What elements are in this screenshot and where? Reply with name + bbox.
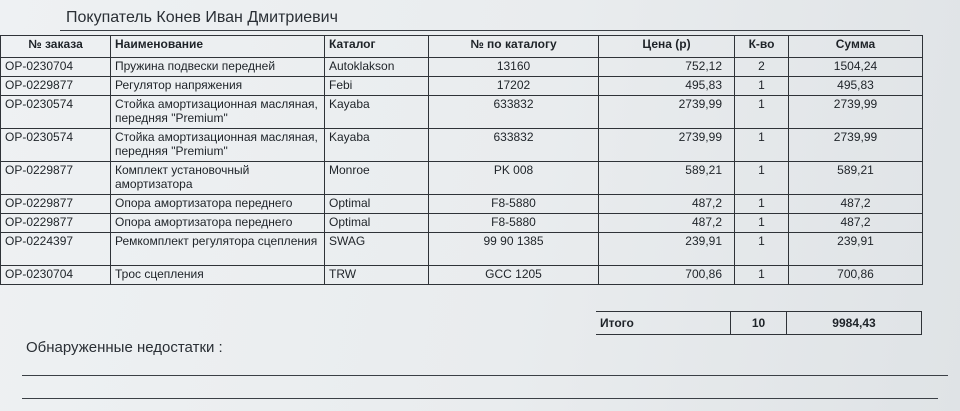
price: 487,2 [599, 214, 735, 233]
order-number: OP-0230704 [1, 58, 111, 77]
price: 239,91 [599, 233, 735, 266]
table-row [1, 233, 923, 266]
order-number: OP-0229877 [1, 77, 111, 96]
order-number: OP-0229877 [1, 214, 111, 233]
totals-row [596, 312, 922, 335]
table-row [1, 214, 923, 233]
price: 495,83 [599, 77, 735, 96]
quantity: 2 [735, 58, 789, 77]
catalog-name: Monroe [325, 162, 429, 195]
catalog-number: PK 008 [429, 162, 599, 195]
header-qty: К-во [735, 36, 789, 58]
quantity: 1 [735, 195, 789, 214]
catalog-number: 13160 [429, 58, 599, 77]
item-name: Стойка амортизационная масляная, передняя "Premium" [111, 96, 325, 129]
header-catalog-no: № по каталогу [429, 36, 599, 58]
table-row [1, 195, 923, 214]
item-name: Трос сцепления [111, 266, 325, 285]
header-catalog: Каталог [325, 36, 429, 58]
quantity: 1 [735, 162, 789, 195]
price: 700,86 [599, 266, 735, 285]
line-sum: 2739,99 [789, 129, 923, 162]
defects-line-2 [22, 398, 938, 399]
header-name: Наименование [111, 36, 325, 58]
order-number: OP-0229877 [1, 162, 111, 195]
buyer-name: Покупатель Конев Иван Дмитриевич [66, 9, 338, 26]
header-row [1, 36, 923, 58]
price: 2739,99 [599, 96, 735, 129]
catalog-number: 99 90 1385 [429, 233, 599, 266]
order-table [0, 35, 923, 285]
item-name: Регулятор напряжения [111, 77, 325, 96]
line-sum: 2739,99 [789, 96, 923, 129]
catalog-name: Autoklakson [325, 58, 429, 77]
catalog-name: Optimal [325, 195, 429, 214]
table-row [1, 77, 923, 96]
item-name: Опора амортизатора переднего [111, 214, 325, 233]
line-sum: 239,91 [789, 233, 923, 266]
quantity: 1 [735, 233, 789, 266]
buyer-underline [60, 30, 910, 31]
catalog-number: 17202 [429, 77, 599, 96]
item-name: Стойка амортизационная масляная, передняя "Premium" [111, 129, 325, 162]
item-name: Пружина подвески передней [111, 58, 325, 77]
catalog-name: TRW [325, 266, 429, 285]
price: 487,2 [599, 195, 735, 214]
line-sum: 495,83 [789, 77, 923, 96]
line-sum: 589,21 [789, 162, 923, 195]
table-row [1, 162, 923, 195]
quantity: 1 [735, 96, 789, 129]
catalog-number: F8-5880 [429, 214, 599, 233]
order-number: OP-0224397 [1, 233, 111, 266]
order-number: OP-0230574 [1, 96, 111, 129]
catalog-name: SWAG [325, 233, 429, 266]
quantity: 1 [735, 266, 789, 285]
line-sum: 487,2 [789, 214, 923, 233]
line-sum: 487,2 [789, 195, 923, 214]
item-name: Комплект установочный амортизатора [111, 162, 325, 195]
line-sum: 700,86 [789, 266, 923, 285]
quantity: 1 [735, 77, 789, 96]
totals-table [596, 311, 922, 335]
header-order: № заказа [1, 36, 111, 58]
catalog-name: Kayaba [325, 96, 429, 129]
order-number: OP-0230574 [1, 129, 111, 162]
order-number: OP-0229877 [1, 195, 111, 214]
totals-sum: 9984,43 [787, 312, 922, 335]
table-row [1, 266, 923, 285]
price: 589,21 [599, 162, 735, 195]
header-sum: Сумма [789, 36, 923, 58]
catalog-number: 633832 [429, 96, 599, 129]
table-row [1, 96, 923, 129]
defects-label: Обнаруженные недостатки : [26, 339, 223, 356]
line-sum: 1504,24 [789, 58, 923, 77]
catalog-number: GCC 1205 [429, 266, 599, 285]
table-row [1, 129, 923, 162]
order-number: OP-0230704 [1, 266, 111, 285]
header-price: Цена (р) [599, 36, 735, 58]
catalog-name: Kayaba [325, 129, 429, 162]
catalog-name: Optimal [325, 214, 429, 233]
defects-line-1 [22, 375, 948, 376]
quantity: 1 [735, 129, 789, 162]
price: 752,12 [599, 58, 735, 77]
quantity: 1 [735, 214, 789, 233]
item-name: Опора амортизатора переднего [111, 195, 325, 214]
item-name: Ремкомплект регулятора сцепления [111, 233, 325, 266]
table-row [1, 58, 923, 77]
totals-qty: 10 [731, 312, 787, 335]
catalog-name: Febi [325, 77, 429, 96]
totals-label: Итого [596, 312, 731, 335]
price: 2739,99 [599, 129, 735, 162]
catalog-number: F8-5880 [429, 195, 599, 214]
catalog-number: 633832 [429, 129, 599, 162]
